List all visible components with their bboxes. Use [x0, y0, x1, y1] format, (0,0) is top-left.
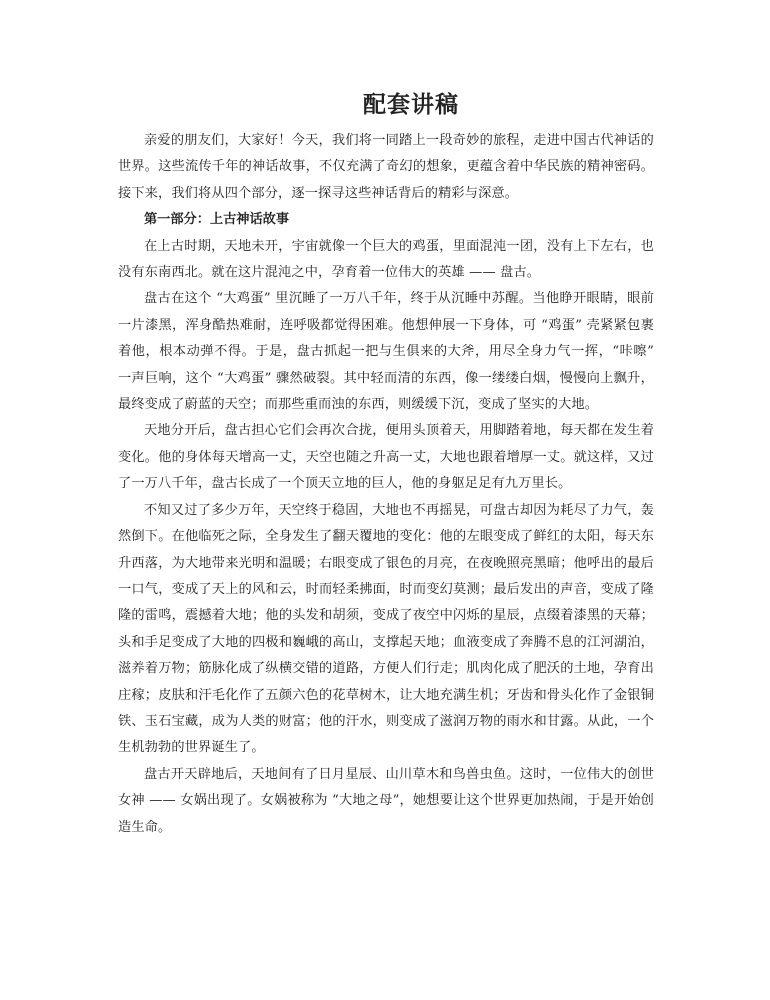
body-paragraph: 不知又过了多少万年，天空终于稳固，大地也不再摇晃，可盘古却因为耗尽了力气，轰然倒下。在他临死之际，全身发生了翻天覆地的变化：他的左眼变成了鲜红的太阳，每天东升西落，为大地带来光明和温暖；右眼变成了银色的月亮，在夜晚照亮黑暗；他呼出的最后一口气，变成了天上的风和云，时而轻柔拂面，时而变幻莫测；最后发出的声音，变成了隆隆的雷鸣，震撼着大地；他的头发和胡须，变成了夜空中闪烁的星辰，点缀着漆黑的天幕；头和手足变成了大地的四极和巍峨的高山，支撑起天地；血液变成了奔腾不息的江河湖泊，滋养着万物；筋脉化成了纵横交错的道路，方便人们行走；肌肉化成了肥沃的土地，孕育出庄稼；皮肤和汗毛化作了五颜六色的花草树木，让大地充满生机；牙齿和骨头化作了金银铜铁、玉石宝藏，成为人类的财富；他的汗水，则变成了滋润万物的雨水和甘露。从此，一个生机勃勃的世界诞生了。 — [118, 502, 654, 756]
page-title: 配套讲稿 — [363, 91, 459, 118]
body-paragraph: 天地分开后，盘古担心它们会再次合拢，便用头顶着天，用脚踏着地，每天都在发生着变化。他的身体每天增高一丈，天空也随之升高一丈，大地也跟着增厚一丈。就这样，又过了一万八千年，盘古长成了一个顶天立地的巨人，他的身躯足足有九万里长。 — [118, 423, 654, 492]
document-page — [118, 88, 654, 841]
section-heading: 第一部分：上古神话故事 — [144, 212, 290, 228]
body-paragraph: 盘古开天辟地后，天地间有了日月星辰、山川草木和鸟兽虫鱼。这时，一位伟大的创世女神 —— 女娲出现了。女娲被称为 “大地之母”，她想要让这个世界更加热闹，于是开始创造生命。 — [118, 766, 654, 835]
intro-paragraph: 亲爱的朋友们，大家好！今天，我们将一同踏上一段奇妙的旅程，走进中国古代神话的世界。这些流传千年的神话故事，不仅充满了奇幻的想象，更蕴含着中华民族的精神密码。接下来，我们将从四个部分，逐一探寻这些神话背后的精彩与深意。 — [118, 133, 654, 201]
body-paragraph: 在上古时期，天地未开，宇宙就像一个巨大的鸡蛋，里面混沌一团，没有上下左右，也没有东南西北。就在这片混沌之中，孕育着一位伟大的英雄 —— 盘古。 — [118, 238, 654, 281]
body-paragraph: 盘古在这个 “大鸡蛋” 里沉睡了一万八千年，终于从沉睡中苏醒。当他睁开眼睛，眼前一片漆黑，浑身酷热难耐，连呼吸都觉得困难。他想伸展一下身体，可 “鸡蛋” 壳紧紧包裹着他，根本动弹不得。于是，盘古抓起一把与生俱来的大斧，用尽全身力气一挥，“咔嚓” 一声巨响，这个 “大鸡蛋” 骤然破裂。其中轻而清的东西，像一缕缕白烟，慢慢向上飘升，最终变成了蔚蓝的天空；而那些重而浊的东西，则缓缓下沉，变成了坚实的大地。 — [118, 291, 654, 413]
